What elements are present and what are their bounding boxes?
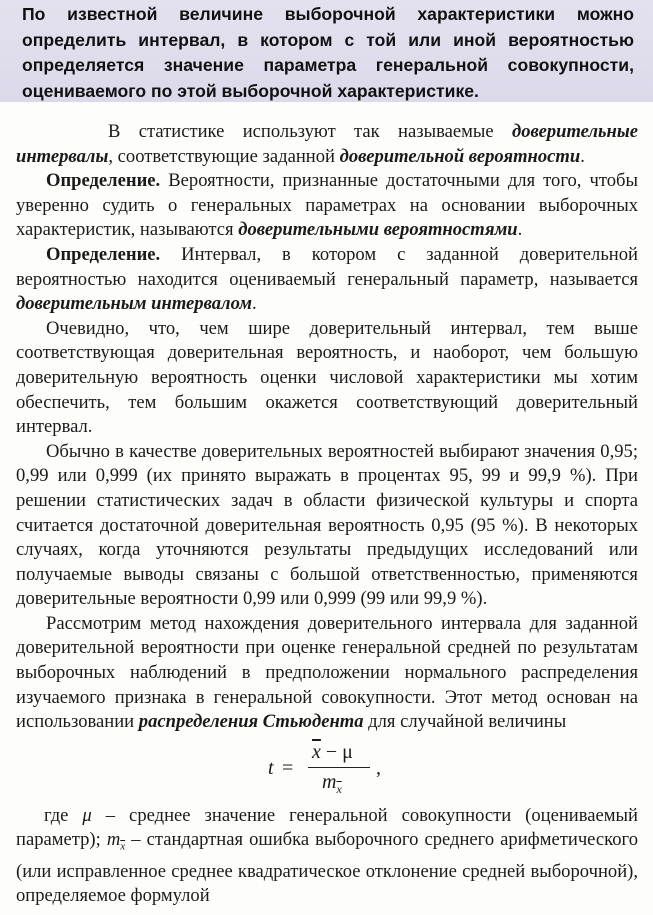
definition-text-1b: . — [517, 219, 523, 241]
definition-paragraph-2 — [16, 243, 638, 317]
where-sub-x: x — [120, 841, 126, 854]
intro-text-b: , соответствующие заданной — [108, 145, 340, 167]
document-body — [16, 120, 638, 909]
student-formula — [16, 738, 638, 800]
paragraph-method — [16, 612, 638, 735]
where-text-c: – стандартная ошибка выборочного среднего арифметического (или исправленное среднее квадратическое отклонение средней выборочной), определяемое формулой — [16, 829, 638, 907]
formula-x-bar: $\overline{x}$ — [312, 740, 321, 763]
formula-sub-x: x — [336, 781, 342, 796]
method-text-b: для случайной величины — [363, 711, 567, 733]
formula-equals: = — [282, 756, 294, 779]
where-text-a: где — [44, 804, 83, 826]
header-text: По известной величине выборочной характеристики можно определить интервал, в котором с той или иной вероятностью определяется значение параметра генеральной совокупности, оцениваемого по этой выборочной характеристике. — [22, 4, 634, 101]
intro-paragraph — [16, 120, 638, 169]
term-student-distribution: распределения Стьюдента — [138, 711, 364, 733]
where-text-b: – среднее значение генеральной совокупности (оцениваемый параметр); — [16, 804, 638, 851]
intro-text-c: . — [580, 145, 585, 167]
term-confidence-probabilities: доверительными вероятностями — [238, 219, 518, 241]
definition-text-2a: Интервал, в котором с заданной доверительной вероятностью находится оцениваемый генеральный параметр, называется — [16, 243, 638, 290]
intro-text-a: В статистике используют так называемые — [108, 121, 512, 142]
paragraph-usual-values: Обычно в качестве доверительных вероятностей выбирают значения 0,95; 0,99 или 0,999 (их принято выражать в процентах 95, 99 и 99,9 %). При решении статистических задач в области физической культуры и спорта считается достаточной доверительная вероятность 0,95 (95 %). В некоторых случаях, когда уточняются результаты предыдущих исследований или получаемые выводы связаны с большой ответственностью, применяются доверительные вероятности 0,99 или 0,999 (99 или 99,9 %). — [16, 440, 638, 610]
term-confidence-probability: доверительной вероятности — [339, 145, 581, 167]
where-m: m — [106, 829, 121, 851]
definition-label-2: Определение. — [46, 243, 161, 265]
term-confidence-intervals: доверительные интервалы — [16, 121, 638, 167]
paragraph-where — [16, 804, 638, 909]
definition-label-1: Определение. — [46, 170, 161, 192]
formula-minus-mu: − μ — [320, 740, 353, 763]
formula-t: t — [268, 756, 274, 779]
term-confidence-interval: доверительным интервалом — [16, 293, 252, 315]
where-mu-symbol: μ — [82, 804, 92, 826]
formula-m: m — [322, 770, 337, 793]
definition-text-1a: Вероятности, признанные достаточными для того, чтобы уверенно судить о генеральных параметрах на основании выборочных характеристик, называются — [16, 170, 638, 241]
formula-comma: , — [376, 756, 381, 779]
formula-fraction-bar — [308, 767, 370, 768]
definition-text-2b: . — [251, 293, 257, 315]
paragraph-obvious: Очевидно, что, чем шире доверительный интервал, тем выше соответствующая доверительная вероятность, и наоборот, чем большую доверительную вероятность оценки числовой характеристики мы хотим обеспечить, тем большим окажется соответствующий доверительный интервал. — [16, 317, 638, 438]
method-text-a: Рассмотрим метод нахождения доверительного интервала для заданной доверительной вероятности при оценке генеральной средней по результатам выборочных наблюдений в предположении нормального распределения изучаемого признака в генеральной совокупности. Этот метод основан на использовании — [16, 612, 638, 733]
where-m-symbol — [106, 829, 126, 854]
formula-numerator — [312, 740, 353, 765]
definition-paragraph-1 — [16, 169, 638, 243]
formula-denominator — [322, 770, 342, 802]
